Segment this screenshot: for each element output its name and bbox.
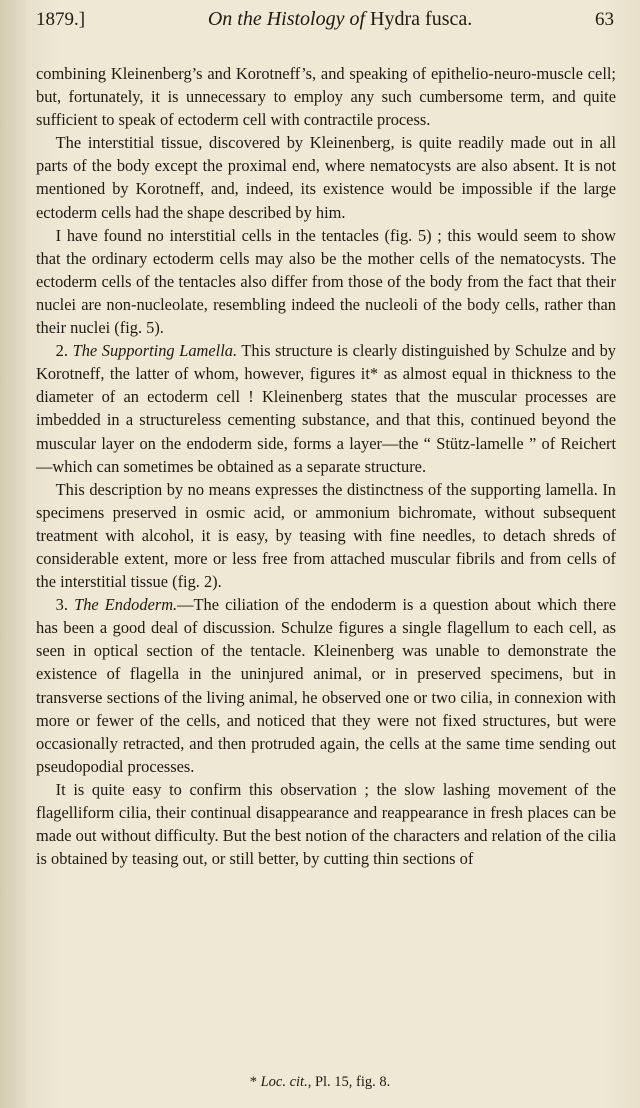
header-year: 1879.] bbox=[36, 9, 86, 30]
paragraph-text: combining Kleinenberg’s and Korotneff’s, and speaking of epithelio-neuro-muscle cell; but, fortunately, it is unnecessary to employ any such cumbersome term, and quite sufficient to speak of ectoderm cell with contractile process. bbox=[36, 64, 616, 130]
paragraph-text: It is quite easy to confirm this observation ; the slow lashing movement of the flagelliform cilia, their continual disappearance and reappearance in fresh places can be made out without difficulty. But the best notion of the characters and relation of the cilia is obtained by teasing out, or still better, by cutting thin sections of bbox=[36, 779, 616, 869]
paragraph-text: —The ciliation of the endoderm is a question about which there has been a good deal of discussion. Schulze figures a single flagellum to each cell, as seen in optical section of the tentacle. Kleinenberg was unable to demonstrate the existence of flagella in the uninjured animal, or in preserved specimens, but in transverse sections of the living animal, he observed one or two cilia, in connexion with more or fewer of the cells, and noticed that they were not fixed structures, but were occasionally retracted, and then protruded again, the cells at the same time sending out pseudopodial processes. bbox=[36, 595, 616, 776]
paragraph bbox=[36, 131, 616, 223]
footnote-citation: Loc. cit., bbox=[260, 1074, 312, 1090]
section-heading-italic: The Endoderm. bbox=[74, 595, 178, 615]
paragraph-text: This description by no means expresses the distinctness of the supporting lamella. In specimens preserved in osmic acid, or ammonium bichromate, without subsequent treatment with alcohol, it is easy, by teasing with fine needles, to detach shreds of considerable extent, more or less free from attached muscular fibrils and from cells of the interstitial tissue (fig. 2). bbox=[36, 479, 616, 592]
section-heading-italic: The Supporting Lamella. bbox=[72, 341, 238, 361]
running-title-plain: Hydra fusca. bbox=[370, 8, 473, 30]
paragraph-text: 2. bbox=[55, 341, 73, 361]
running-title-italic: On the Histology of bbox=[207, 8, 366, 30]
footnote-marker: * bbox=[249, 1074, 257, 1090]
paragraph-text: The interstitial tissue, discovered by Kleinenberg, is quite readily made out in all parts of the body except the proximal end, where nematocysts are also absent. It is not mentioned by Korotneff, and, indeed, its existence would be impossible if the large ectoderm cells had the shape described by him. bbox=[36, 133, 616, 222]
paragraph bbox=[36, 224, 616, 339]
running-title bbox=[208, 8, 472, 31]
paragraph bbox=[36, 593, 616, 778]
binding-gutter bbox=[0, 0, 26, 1108]
body-text bbox=[36, 62, 616, 870]
paragraph bbox=[36, 62, 616, 131]
footnote-reference: Pl. 15, fig. 8. bbox=[314, 1074, 391, 1090]
footnote bbox=[0, 1074, 640, 1091]
paragraph bbox=[36, 339, 616, 478]
running-header bbox=[36, 8, 614, 48]
paragraph-text: This structure is clearly distinguished by Schulze and by Korotneff, the latter of whom, however, figures it* as almost equal in thickness to the diameter of an ectoderm cell ! Kleinenberg states that the muscular processes are imbedded in a structureless cementing substance, and that this, continued beyond the muscular layer on the endoderm side, forms a layer—the “ Stütz-lamelle ” of Reichert—which can sometimes be obtained as a separate structure. bbox=[36, 341, 616, 476]
paragraph bbox=[36, 778, 616, 870]
paragraph-text: 3. bbox=[55, 595, 75, 615]
page-number: 63 bbox=[594, 9, 614, 30]
paragraph-text: I have found no interstitial cells in the tentacles (fig. 5) ; this would seem to show that the ordinary ectoderm cells may also be the mother cells of the nematocysts. The ectoderm cells of the tentacles also differ from those of the body from the fact that their nuclei are non-nucleolate, resembling indeed the nucleoli of the body cells, rather than their nuclei (fig. 5). bbox=[36, 225, 616, 338]
paragraph bbox=[36, 478, 616, 593]
